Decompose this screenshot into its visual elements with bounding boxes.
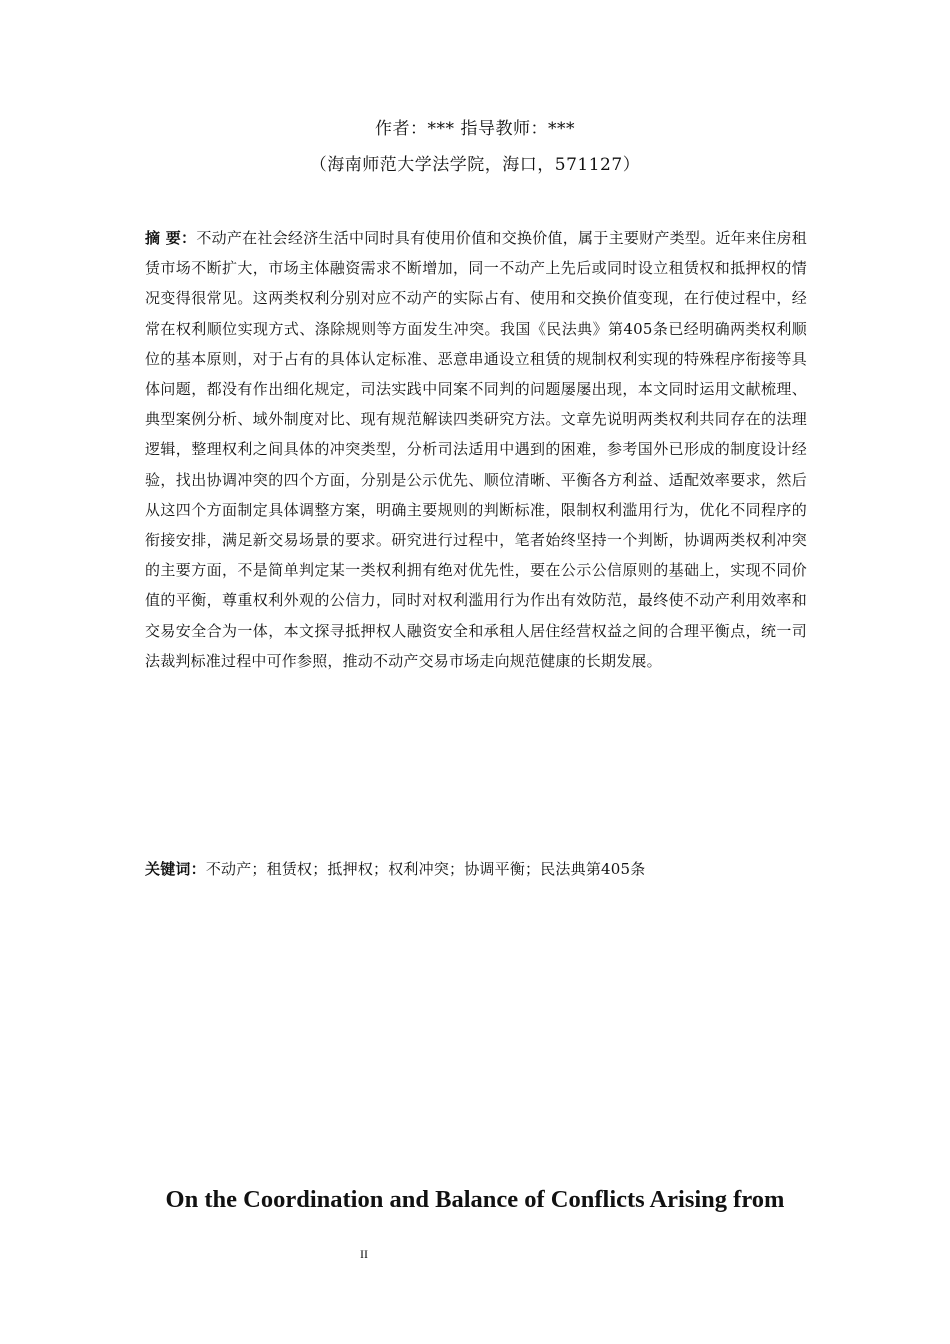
author-line: 作者：*** 指导教师：*** [375,119,575,139]
keywords-label: 关键词： [145,860,206,878]
keywords-line [145,855,807,883]
affiliation-line: （海南师范大学法学院，海口，571127） [309,155,641,175]
english-title: On the Coordination and Balance of Conflicts Arising from [165,1186,785,1213]
abstract-paragraph [145,223,807,676]
keywords-text: 不动产；租赁权；抵押权；权利冲突；协调平衡；民法典第405条 [205,860,646,878]
abstract-text: 不动产在社会经济生活中同时具有使用价值和交换价值，属于主要财产类型。近年来住房租赁市场不断扩大，市场主体融资需求不断增加，同一不动产上先后或同时设立租赁权和抵押权的情况变得很常见。这两类权利分别对应不动产的实际占有、使用和交换价值变现，在行使过程中，经常在权利顺位实现方式、涤除规则等方面发生冲突。我国《民法典》第405条已经明确两类权利顺位的基本原则，对于占有的具体认定标准、恶意串通设立租赁的规制权利实现的特殊程序衔接等具体问题，都没有作出细化规定，司法实践中同案不同判的问题屡屡出现，本文同时运用文献梳理、典型案例分析、域外制度对比、现有规范解读四类研究方法。文章先说明两类权利共同存在的法理逻辑，整理权利之间具体的冲突类型，分析司法适用中遇到的困难，参考国外已形成的制度设计经验，找出协调冲突的四个方面，分别是公示优先、顺位清晰、平衡各方利益、适配效率要求，然后从这四个方面制定具体调整方案，明确主要规则的判断标准，限制权利滥用行为，优化不同程序的衔接安排，满足新交易场景的要求。研究进行过程中，笔者始终坚持一个判断，协调两类权利冲突的主要方面，不是简单判定某一类权利拥有绝对优先性，要在公示公信原则的基础上，实现不同价值的平衡，尊重权利外观的公信力，同时对权利滥用行为作出有效防范，最终使不动产利用效率和交易安全合为一体，本文探寻抵押权人融资安全和承租人居住经营权益之间的合理平衡点，统一司法裁判标准过程中可作参照，推动不动产交易市场走向规范健康的长期发展。 [145,229,807,670]
abstract-label: 摘 要： [145,229,197,247]
page-number: II [360,1247,368,1261]
